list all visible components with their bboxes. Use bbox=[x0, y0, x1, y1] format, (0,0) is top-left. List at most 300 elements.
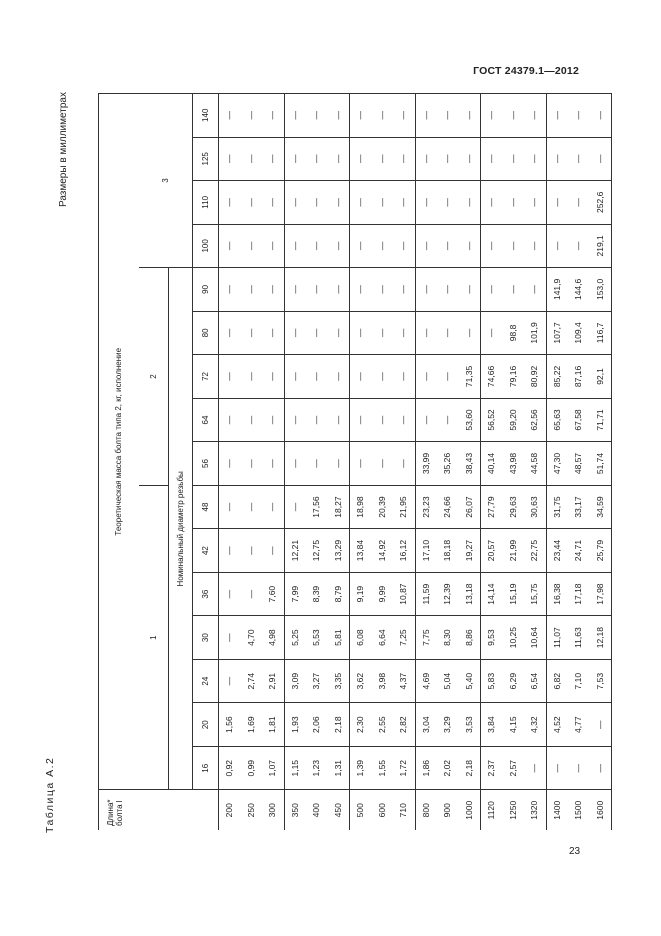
mass-value: 1,81 bbox=[267, 716, 277, 733]
mass-value: — bbox=[224, 241, 234, 251]
mass-value: — bbox=[529, 154, 539, 164]
mass-value: — bbox=[573, 154, 583, 164]
mass-cell bbox=[481, 659, 547, 703]
mass-value: — bbox=[355, 415, 365, 425]
mass-value: — bbox=[376, 372, 387, 381]
mass-cell bbox=[284, 398, 350, 442]
mass-value: 5,04 bbox=[442, 672, 452, 690]
mass-value: 7,10 bbox=[573, 672, 583, 690]
mass-value: 4,98 bbox=[267, 629, 277, 646]
mass-value: 2,37 bbox=[486, 759, 496, 777]
mass-value: 8,86 bbox=[463, 629, 474, 646]
mass-cell bbox=[415, 485, 481, 529]
mass-value: 1,55 bbox=[376, 759, 387, 777]
length-value: 800 bbox=[420, 803, 431, 818]
mass-value: — bbox=[267, 502, 277, 512]
mass-cell bbox=[481, 137, 547, 181]
mass-value: — bbox=[267, 415, 277, 425]
mass-value: — bbox=[486, 328, 496, 338]
mass-cell bbox=[481, 485, 547, 529]
mass-cell bbox=[350, 746, 416, 790]
mass-value: — bbox=[551, 154, 562, 164]
variant-3-header: 3 bbox=[139, 94, 193, 268]
mass-value: — bbox=[224, 198, 234, 207]
mass-value: — bbox=[442, 198, 452, 207]
mass-value: 2,91 bbox=[267, 672, 277, 690]
mass-value: 12,39 bbox=[442, 583, 452, 605]
standard-number: ГОСТ 24379.1—2012 bbox=[473, 65, 579, 77]
mass-value: 10,64 bbox=[529, 627, 539, 649]
mass-value: — bbox=[332, 372, 343, 381]
mass-value: — bbox=[420, 415, 431, 425]
mass-value: 34,59 bbox=[594, 496, 605, 518]
mass-value: — bbox=[332, 328, 343, 338]
mass-cell bbox=[546, 485, 612, 529]
length-value: 1500 bbox=[573, 800, 583, 820]
mass-cell bbox=[415, 442, 481, 486]
length-value: 250 bbox=[245, 803, 256, 818]
mass-cell bbox=[219, 485, 285, 529]
mass-value: — bbox=[463, 328, 474, 338]
mass-cell bbox=[546, 94, 612, 138]
mass-value: — bbox=[442, 154, 452, 164]
mass-value: 1,69 bbox=[245, 716, 256, 733]
mass-cell bbox=[219, 137, 285, 181]
mass-value: — bbox=[332, 415, 343, 425]
page-number: 23 bbox=[569, 846, 581, 857]
mass-cell bbox=[284, 355, 350, 399]
diameter-header: 125 bbox=[193, 137, 219, 181]
mass-cell bbox=[415, 137, 481, 181]
table-row-group bbox=[546, 94, 612, 831]
mass-value: 1,23 bbox=[311, 759, 321, 777]
mass-value: 5,40 bbox=[463, 672, 474, 690]
mass-value: — bbox=[289, 502, 300, 512]
length-value: 500 bbox=[355, 803, 365, 818]
mass-value: 10,25 bbox=[507, 627, 518, 649]
mass-value: 16,38 bbox=[551, 583, 562, 605]
mass-cell bbox=[481, 703, 547, 747]
length-value: 200 bbox=[224, 803, 234, 818]
mass-value: — bbox=[267, 241, 277, 251]
mass-value: — bbox=[551, 763, 562, 773]
mass-value: 17,10 bbox=[420, 539, 431, 562]
mass-value: 2,18 bbox=[332, 716, 343, 733]
mass-cell bbox=[350, 224, 416, 268]
mass-value: 5,53 bbox=[311, 629, 321, 646]
mass-value: 21,99 bbox=[507, 539, 518, 562]
diameter-header: 72 bbox=[193, 355, 219, 399]
mass-value: 31,75 bbox=[551, 496, 562, 518]
mass-value: — bbox=[224, 328, 234, 338]
mass-header: Теоретическая масса болта типа 2, кг, исполнение bbox=[99, 94, 139, 791]
mass-cell bbox=[546, 703, 612, 747]
mass-value: 3,84 bbox=[486, 716, 496, 733]
mass-cell bbox=[546, 572, 612, 616]
length-cell bbox=[546, 790, 612, 830]
mass-value: 12,18 bbox=[594, 627, 605, 649]
diameter-header: 110 bbox=[193, 181, 219, 225]
mass-value: 4,52 bbox=[551, 716, 562, 733]
mass-value: — bbox=[376, 241, 387, 251]
mass-value: 9,99 bbox=[376, 585, 387, 603]
mass-cell bbox=[546, 442, 612, 486]
mass-value: — bbox=[311, 111, 321, 120]
mass-value: — bbox=[376, 415, 387, 425]
mass-value: 9,53 bbox=[486, 629, 496, 646]
table-row-group bbox=[219, 94, 285, 831]
mass-cell bbox=[481, 355, 547, 399]
mass-value: — bbox=[463, 285, 474, 294]
mass-value: — bbox=[486, 241, 496, 251]
mass-cell bbox=[219, 703, 285, 747]
mass-cell bbox=[546, 616, 612, 660]
table-container bbox=[98, 93, 605, 830]
mass-value: 4,37 bbox=[398, 672, 408, 690]
length-cell bbox=[481, 790, 547, 830]
mass-value: — bbox=[442, 241, 452, 251]
mass-value: 11,07 bbox=[551, 627, 562, 648]
mass-value: 48,57 bbox=[573, 452, 583, 475]
mass-value: — bbox=[245, 589, 256, 599]
mass-value: 252,6 bbox=[594, 191, 605, 213]
mass-cell bbox=[350, 94, 416, 138]
mass-value: 1,56 bbox=[224, 716, 234, 733]
diameter-header: 80 bbox=[193, 311, 219, 355]
mass-cell bbox=[415, 94, 481, 138]
mass-value: 153,0 bbox=[594, 278, 605, 301]
mass-value: 12,21 bbox=[289, 539, 300, 562]
mass-cell bbox=[350, 485, 416, 529]
mass-value: 5,83 bbox=[486, 672, 496, 690]
mass-value: — bbox=[267, 546, 277, 555]
mass-value: 7,60 bbox=[267, 585, 277, 603]
length-value: 450 bbox=[332, 803, 343, 818]
mass-cell bbox=[219, 355, 285, 399]
mass-value: — bbox=[398, 198, 408, 207]
mass-cell bbox=[415, 398, 481, 442]
mass-value: — bbox=[245, 285, 256, 294]
mass-value: 20,39 bbox=[376, 496, 387, 518]
mass-cell bbox=[284, 529, 350, 573]
mass-cell bbox=[284, 268, 350, 312]
mass-value: 22,75 bbox=[529, 539, 539, 562]
mass-value: 7,53 bbox=[594, 672, 605, 690]
mass-value: — bbox=[551, 198, 562, 207]
mass-table bbox=[98, 93, 612, 830]
mass-cell bbox=[546, 746, 612, 790]
mass-value: — bbox=[376, 328, 387, 338]
mass-value: 7,75 bbox=[420, 629, 431, 646]
mass-value: — bbox=[573, 198, 583, 207]
mass-value: 15,75 bbox=[529, 583, 539, 605]
mass-value: — bbox=[420, 328, 431, 338]
diameter-header: 140 bbox=[193, 94, 219, 138]
mass-value: 33,99 bbox=[420, 452, 431, 475]
mass-value: — bbox=[594, 111, 605, 120]
mass-value: 62,56 bbox=[529, 409, 539, 431]
mass-cell bbox=[219, 572, 285, 616]
mass-cell bbox=[415, 224, 481, 268]
mass-value: 6,82 bbox=[551, 672, 562, 690]
mass-value: — bbox=[442, 285, 452, 294]
length-value: 350 bbox=[289, 803, 300, 818]
mass-cell bbox=[284, 746, 350, 790]
mass-cell bbox=[481, 181, 547, 225]
mass-value: 11,59 bbox=[420, 583, 431, 605]
mass-value: 2,18 bbox=[463, 759, 474, 777]
mass-value: 65,63 bbox=[551, 409, 562, 431]
mass-cell bbox=[415, 311, 481, 355]
mass-value: 6,64 bbox=[376, 629, 387, 646]
length-value: 300 bbox=[267, 803, 277, 818]
diameter-header: 16 bbox=[193, 746, 219, 790]
mass-cell bbox=[219, 311, 285, 355]
mass-cell bbox=[284, 659, 350, 703]
thread-header: Номинальный диаметр резьбы bbox=[169, 268, 193, 790]
mass-value: — bbox=[507, 198, 518, 207]
mass-value: — bbox=[573, 111, 583, 120]
mass-cell bbox=[284, 137, 350, 181]
mass-value: — bbox=[224, 589, 234, 599]
mass-cell bbox=[546, 311, 612, 355]
mass-cell bbox=[481, 398, 547, 442]
mass-value: — bbox=[442, 111, 452, 120]
units-note: Размеры в миллиметрах bbox=[58, 92, 69, 207]
mass-cell bbox=[284, 572, 350, 616]
diameter-header: 42 bbox=[193, 529, 219, 573]
diameter-header: 20 bbox=[193, 703, 219, 747]
mass-cell bbox=[219, 442, 285, 486]
mass-value: — bbox=[573, 241, 583, 251]
mass-value: 1,39 bbox=[355, 759, 365, 777]
mass-value: 5,25 bbox=[289, 629, 300, 646]
mass-value: 30,63 bbox=[529, 496, 539, 518]
mass-value: — bbox=[529, 111, 539, 120]
mass-value: — bbox=[420, 154, 431, 164]
mass-value: — bbox=[420, 111, 431, 120]
mass-value: 3,35 bbox=[332, 672, 343, 690]
mass-value: — bbox=[289, 328, 300, 338]
mass-value: — bbox=[245, 154, 256, 164]
mass-value: — bbox=[420, 372, 431, 381]
mass-value: 18,18 bbox=[442, 539, 452, 562]
mass-value: 4,15 bbox=[507, 716, 518, 733]
mass-value: — bbox=[289, 415, 300, 425]
mass-cell bbox=[219, 94, 285, 138]
mass-value: — bbox=[332, 459, 343, 468]
mass-value: — bbox=[398, 415, 408, 425]
mass-cell bbox=[350, 268, 416, 312]
length-value: 900 bbox=[442, 803, 452, 818]
mass-cell bbox=[546, 529, 612, 573]
mass-value: 12,75 bbox=[311, 539, 321, 562]
mass-value: 13,29 bbox=[332, 539, 343, 562]
mass-cell bbox=[415, 659, 481, 703]
mass-value: 15,19 bbox=[507, 583, 518, 605]
table-row-group bbox=[284, 94, 350, 831]
mass-value: — bbox=[507, 285, 518, 294]
mass-value: 21,95 bbox=[398, 496, 408, 518]
mass-value: 8,39 bbox=[311, 585, 321, 603]
mass-value: — bbox=[442, 372, 452, 381]
mass-value: — bbox=[289, 285, 300, 294]
mass-value: — bbox=[529, 763, 539, 773]
mass-value: — bbox=[245, 241, 256, 251]
length-cell bbox=[284, 790, 350, 830]
mass-cell bbox=[415, 268, 481, 312]
mass-value: 2,74 bbox=[245, 672, 256, 690]
mass-value: 92,1 bbox=[594, 368, 605, 385]
mass-cell bbox=[481, 311, 547, 355]
length-value: 1250 bbox=[507, 800, 518, 820]
mass-value: 6,08 bbox=[355, 629, 365, 646]
mass-value: 79,16 bbox=[507, 365, 518, 388]
mass-value: — bbox=[267, 372, 277, 381]
diameter-header: 56 bbox=[193, 442, 219, 486]
length-value: 1320 bbox=[529, 800, 539, 820]
mass-cell bbox=[546, 268, 612, 312]
mass-value: — bbox=[463, 111, 474, 120]
mass-value: — bbox=[245, 502, 256, 512]
mass-cell bbox=[415, 572, 481, 616]
mass-value: — bbox=[224, 546, 234, 555]
mass-cell bbox=[219, 616, 285, 660]
mass-cell bbox=[546, 355, 612, 399]
mass-value: 4,70 bbox=[245, 629, 256, 646]
mass-value: — bbox=[398, 241, 408, 251]
mass-value: 8,30 bbox=[442, 629, 452, 646]
mass-value: 4,69 bbox=[420, 672, 431, 690]
mass-value: — bbox=[267, 285, 277, 294]
mass-value: — bbox=[224, 502, 234, 512]
mass-cell bbox=[350, 572, 416, 616]
table-row-group bbox=[415, 94, 481, 831]
mass-value: — bbox=[463, 154, 474, 164]
mass-value: — bbox=[355, 459, 365, 468]
mass-value: — bbox=[355, 285, 365, 294]
mass-value: 7,25 bbox=[398, 629, 408, 646]
mass-cell bbox=[284, 94, 350, 138]
mass-value: — bbox=[245, 459, 256, 468]
mass-cell bbox=[219, 659, 285, 703]
mass-value: 87,16 bbox=[573, 365, 583, 388]
mass-value: 85,22 bbox=[551, 365, 562, 388]
mass-value: — bbox=[376, 285, 387, 294]
mass-cell bbox=[350, 311, 416, 355]
mass-value: 3,04 bbox=[420, 716, 431, 733]
length-value: 1400 bbox=[551, 800, 562, 820]
mass-value: — bbox=[289, 459, 300, 468]
mass-cell bbox=[350, 529, 416, 573]
mass-value: 17,98 bbox=[594, 583, 605, 605]
mass-value: — bbox=[573, 763, 583, 773]
mass-value: 2,06 bbox=[311, 716, 321, 733]
mass-value: 1,93 bbox=[289, 716, 300, 733]
mass-value: 80,92 bbox=[529, 365, 539, 388]
diameter-header: 100 bbox=[193, 224, 219, 268]
mass-cell bbox=[284, 224, 350, 268]
mass-value: 35,26 bbox=[442, 452, 452, 475]
mass-value: 71,71 bbox=[594, 409, 605, 431]
mass-value: 141,9 bbox=[551, 278, 562, 301]
mass-cell bbox=[546, 398, 612, 442]
mass-cell bbox=[219, 746, 285, 790]
mass-value: — bbox=[355, 111, 365, 120]
mass-value: — bbox=[376, 459, 387, 468]
mass-cell bbox=[546, 659, 612, 703]
mass-value: — bbox=[355, 328, 365, 338]
mass-value: — bbox=[245, 415, 256, 425]
mass-value: 2,30 bbox=[355, 716, 365, 733]
mass-value: — bbox=[551, 241, 562, 251]
mass-value: 24,71 bbox=[573, 539, 583, 562]
mass-value: 56,52 bbox=[486, 409, 496, 431]
mass-cell bbox=[481, 94, 547, 138]
mass-value: — bbox=[398, 285, 408, 294]
mass-value: 8,79 bbox=[332, 585, 343, 603]
mass-value: — bbox=[245, 198, 256, 207]
mass-value: 23,23 bbox=[420, 496, 431, 518]
mass-cell bbox=[284, 442, 350, 486]
mass-value: 47,30 bbox=[551, 452, 562, 475]
length-value: 400 bbox=[311, 803, 321, 818]
mass-value: 0,99 bbox=[245, 759, 256, 777]
mass-cell bbox=[350, 398, 416, 442]
mass-value: — bbox=[311, 241, 321, 251]
mass-cell bbox=[481, 572, 547, 616]
mass-cell bbox=[350, 703, 416, 747]
mass-cell bbox=[415, 616, 481, 660]
mass-value: — bbox=[420, 241, 431, 251]
mass-value: 144,6 bbox=[573, 278, 583, 301]
diameter-header: 24 bbox=[193, 659, 219, 703]
mass-value: 53,60 bbox=[463, 409, 474, 431]
length-cell bbox=[219, 790, 285, 830]
mass-value: 98,8 bbox=[507, 324, 518, 342]
mass-value: — bbox=[463, 241, 474, 251]
mass-value: — bbox=[245, 111, 256, 120]
mass-value: — bbox=[245, 372, 256, 381]
diameter-header: 64 bbox=[193, 398, 219, 442]
mass-value: — bbox=[376, 198, 387, 207]
mass-cell bbox=[481, 442, 547, 486]
mass-value: 7,99 bbox=[289, 585, 300, 603]
mass-value: 26,07 bbox=[463, 496, 474, 518]
mass-value: 71,35 bbox=[463, 365, 474, 388]
mass-cell bbox=[284, 181, 350, 225]
mass-value: — bbox=[551, 111, 562, 120]
mass-value: 2,82 bbox=[398, 716, 408, 733]
mass-value: — bbox=[442, 415, 452, 425]
mass-value: — bbox=[267, 459, 277, 468]
mass-value: — bbox=[398, 372, 408, 381]
mass-value: — bbox=[311, 328, 321, 338]
mass-value: 3,27 bbox=[311, 672, 321, 690]
length-header: Длина* болта l bbox=[99, 790, 219, 830]
mass-cell bbox=[415, 181, 481, 225]
mass-value: — bbox=[289, 154, 300, 164]
mass-value: — bbox=[355, 241, 365, 251]
mass-value: — bbox=[289, 198, 300, 207]
mass-value: 219,1 bbox=[594, 235, 605, 257]
mass-value: — bbox=[355, 154, 365, 164]
mass-value: — bbox=[289, 111, 300, 120]
mass-value: 3,09 bbox=[289, 672, 300, 690]
mass-value: — bbox=[420, 285, 431, 294]
mass-value: 13,84 bbox=[355, 539, 365, 562]
mass-value: 18,27 bbox=[332, 496, 343, 518]
